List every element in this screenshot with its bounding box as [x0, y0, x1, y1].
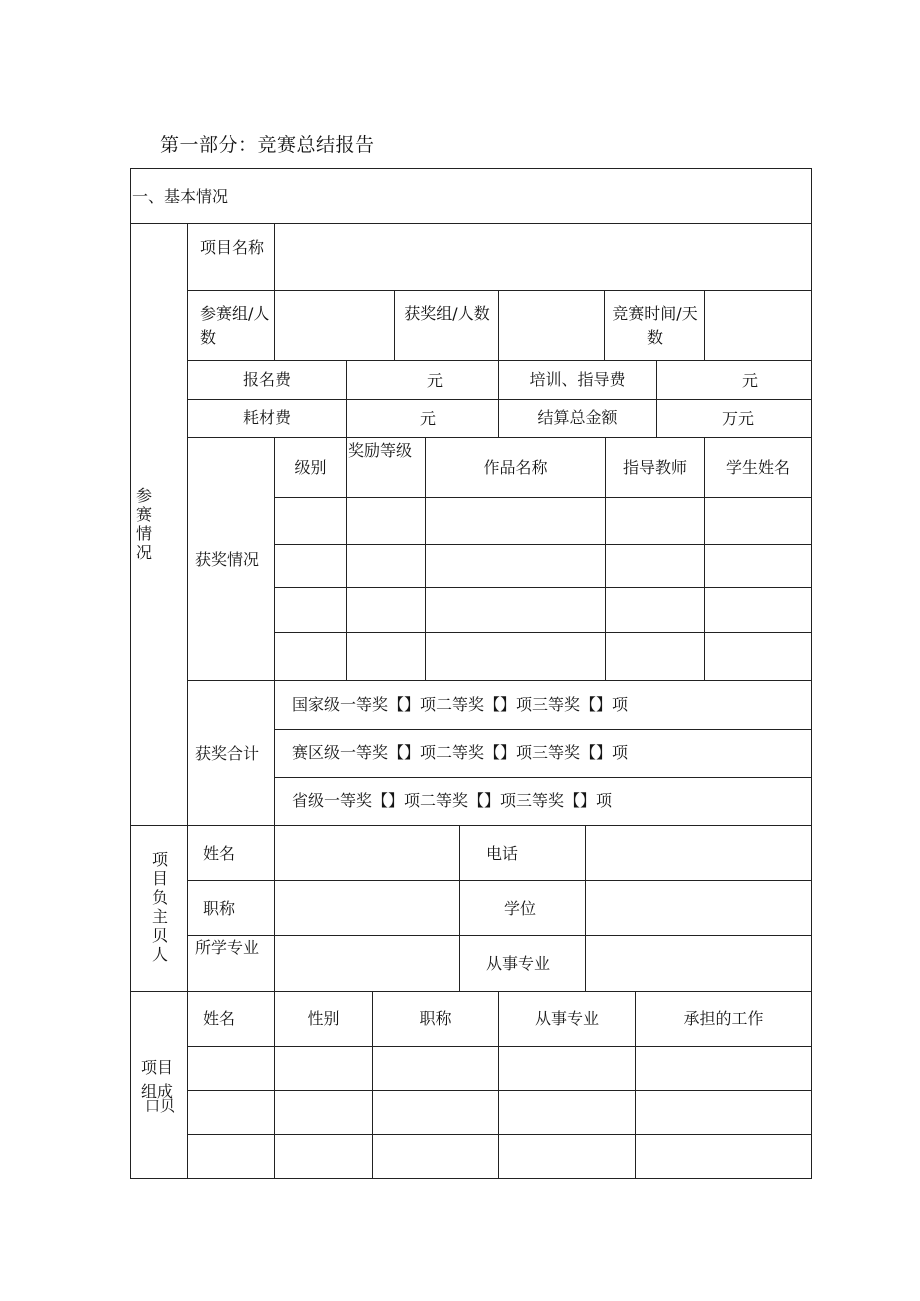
project-name-label: 项目名称: [200, 238, 265, 257]
group-people-label: 参赛组/人数: [200, 304, 270, 347]
members-header-name: 姓名: [203, 1009, 236, 1028]
training-fee-unit: 元: [742, 371, 759, 390]
registration-fee-label: 报名费: [242, 370, 291, 389]
leader-degree-label: 学位: [504, 899, 537, 918]
award-group-people-label: 获奖组/人数: [404, 304, 490, 323]
materials-fee-unit: 元: [420, 409, 437, 428]
participation-side-label: 参赛情况: [135, 486, 152, 562]
time-days-label: 竞赛时间/天数: [612, 304, 698, 347]
members-side-label-overlap: 口贝: [145, 1097, 176, 1115]
members-header-field: 从事专业: [534, 1009, 599, 1028]
leader-field-label: 从事专业: [486, 954, 551, 973]
awards-total-division: 赛区级一等奖【】项二等奖【】项三等奖【】项: [292, 743, 629, 762]
awards-total-label: 获奖合计: [195, 744, 260, 763]
leader-major-label: 所学专业: [195, 938, 260, 957]
members-side-label-bottom: 组成: [141, 1082, 174, 1101]
members-side-label-top: 项目: [141, 1058, 174, 1077]
materials-fee-label: 耗材费: [242, 408, 291, 427]
members-header-title: 职称: [419, 1009, 452, 1028]
awards-label: 获奖情况: [195, 550, 260, 569]
awards-header-teacher: 指导教师: [622, 458, 687, 477]
leader-side-label: 项目负主贝人: [151, 850, 168, 964]
awards-header-student: 学生姓名: [725, 458, 790, 477]
report-title: 第一部分：竞赛总结报告: [160, 134, 375, 156]
leader-title-label: 职称: [203, 899, 236, 918]
members-header-gender: 性别: [307, 1009, 340, 1028]
awards-total-national: 国家级一等奖【】项二等奖【】项三等奖【】项: [292, 695, 629, 714]
training-fee-label: 培训、指导费: [529, 370, 626, 389]
total-amount-label: 结算总金额: [537, 408, 618, 427]
awards-header-level: 级别: [294, 458, 327, 477]
registration-fee-unit: 元: [427, 371, 444, 390]
awards-header-grade: 奖励等级: [348, 441, 413, 460]
section-basic-info: 一、基本情况: [132, 187, 229, 206]
leader-phone-label: 电话: [486, 844, 519, 863]
leader-name-label: 姓名: [203, 844, 236, 863]
total-amount-unit: 万元: [722, 409, 755, 428]
members-header-work: 承担的工作: [683, 1009, 764, 1028]
awards-header-work: 作品名称: [483, 458, 548, 477]
awards-total-provincial: 省级一等奖【】项二等奖【】项三等奖【】项: [292, 791, 613, 810]
